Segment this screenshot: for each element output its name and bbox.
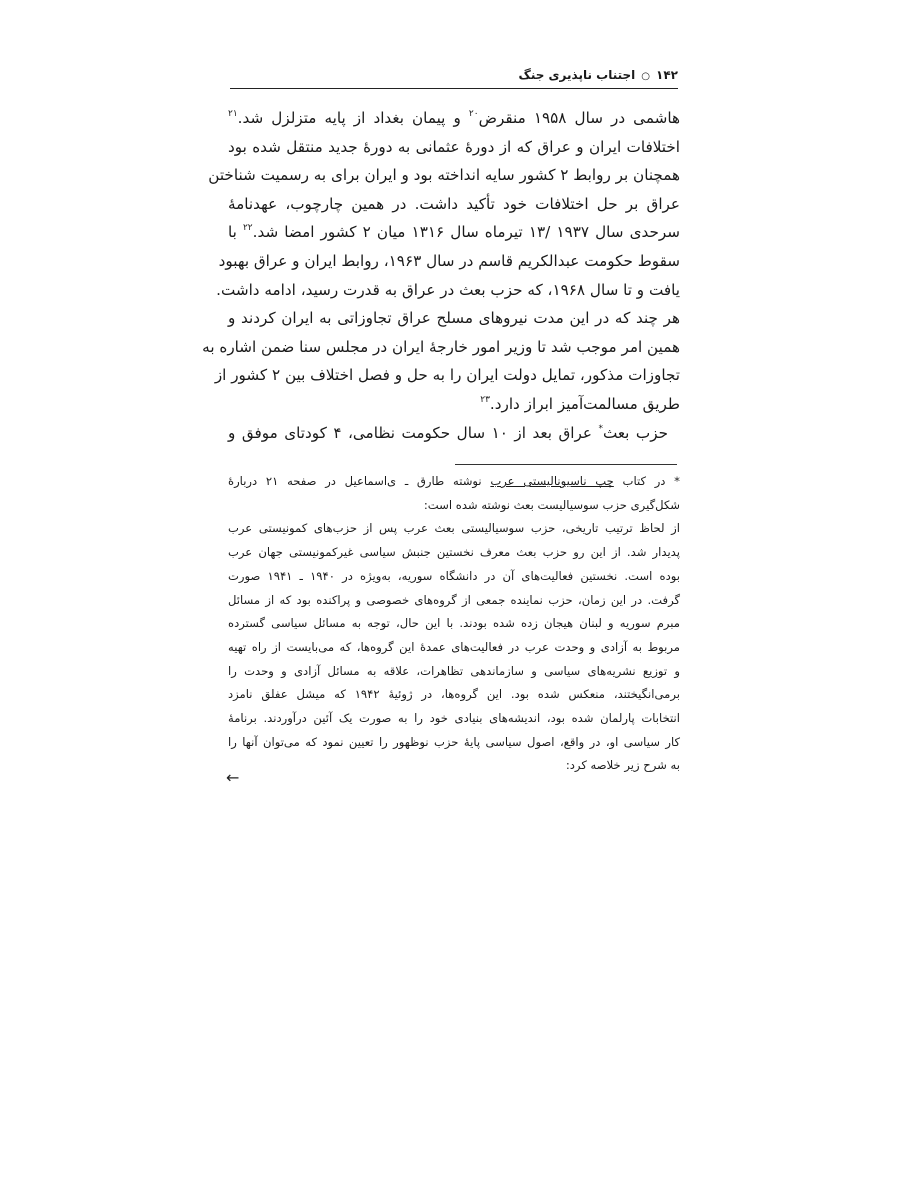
- note-ref-23: ۲۳: [480, 394, 490, 405]
- body-line-6: سقوط حکومت عبدالکریم قاسم در سال ۱۹۶۳، روابط ایران و عراق بهبود: [218, 251, 680, 270]
- main-text: [202, 104, 680, 447]
- note-ref-20: ۲۰: [468, 109, 479, 119]
- footnote: [228, 470, 680, 778]
- running-header: [230, 66, 678, 89]
- footnote-line-9: و توزیع نشریه‌های سیاسی و سازماندهی تظاهرات، علاقه به مسائل آزادی و وحدت را: [228, 663, 680, 678]
- running-title: اجتناب ناپذیری جنگ: [518, 68, 636, 82]
- footnote-ref-star: *: [598, 423, 603, 434]
- footnote-divider: [455, 464, 677, 465]
- continue-arrow-icon: ←: [226, 768, 240, 787]
- footnote-line-2: شکل‌گیری حزب سوسیالیست بعث نوشته شده است:: [423, 497, 680, 512]
- footnote-line-5: بوده است. نخستین فعالیت‌های آن در دانشگاه سوریه، به‌ویژه در ۱۹۴۰ ـ ۱۹۴۱ صورت: [228, 568, 680, 583]
- body-line-11: طریق مسالمت‌آمیز ابراز دارد.$^{۲۳}$: [480, 394, 680, 413]
- body-line-2: اختلافات ایران و عراق که از دورۀ عثمانی به دورۀ جدید منتقل شده بود: [228, 137, 680, 156]
- note-ref-22: ۲۲: [242, 223, 253, 234]
- body-line-12: حزب بعث* عراق بعد از ۱۰ سال حکومت نظامی، ۴ کودتای موفق و: [228, 423, 668, 442]
- body-line-4: عراق بر حل اختلافات خود تأکید داشت. در همین چارچوب، عهدنامۀ: [228, 194, 680, 213]
- body-line-8: هر چند که در این مدت نیروهای مسلح عراق تجاوزاتی به ایران کردند و: [228, 309, 680, 328]
- body-line-10: تجاوزات مذکور، تمایل دولت ایران را به حل و فصل اختلاف بین ۲ کشور از: [214, 366, 680, 385]
- footnote-line-8: مربوط به آزادی و وحدت عرب در فعالیت‌های عمدۀ این گروه‌ها، که می‌بایست از راه تهیه: [228, 639, 680, 654]
- footnote-line-10: برمی‌انگیختند، منعکس شده بود. این گروه‌ها، در ژوئیۀ ۱۹۴۲ که میشل عفلق نامزد: [228, 687, 680, 702]
- body-line-5: سرحدی سال ۱۹۳۷ /۱۳ تیرماه سال ۱۳۱۶ میان ۲ کشور امضا شد.$^{۲۲}$ با: [228, 223, 680, 242]
- header-separator-icon: ○: [641, 71, 651, 82]
- footnote-line-1: * در کتاب چپ ناسیونالیستی عرب نوشته طارق ـ ی‌اسماعیل در صفحه ۲۱ دربارۀ: [228, 474, 680, 488]
- footnote-line-6: گرفت. در این زمان، حزب نماینده جمعی از گروه‌های خصوصی و پراکنده بود که از مسائل: [228, 592, 680, 607]
- footnote-line-11: انتخابات پارلمان شده بود، اندیشه‌های بنیادی خود را به صورت یک آئین درآوردند. برنامۀ: [228, 711, 680, 726]
- body-line-7: یافت و تا سال ۱۹۶۸، که حزب بعث در عراق به قدرت رسید، ادامه داشت.: [216, 280, 680, 299]
- body-line-9: همین امر موجب شد تا وزیر امور خارجۀ ایران در مجلس سنا ضمن اشاره به: [202, 337, 680, 356]
- body-line-1: هاشمی در سال ۱۹۵۸ منقرض$^{۲۰}$ و پیمان بغداد از پایه متزلزل شد.$^{۲۱}$: [228, 109, 680, 127]
- footnote-line-4: پدیدار شد. از این رو حزب بعث معرف نخستین جنبش سیاسی غیرکمونیستی جهان عرب: [228, 545, 680, 560]
- footnote-line-12: کار سیاسی او، در واقع، اصول سیاسی پایۀ حزب نوظهور را تعیین نمود که می‌توان آنها را: [228, 734, 680, 749]
- body-line-3: همچنان بر روابط ۲ کشور سایه انداخته بود و ایران برای به رسمیت شناختن: [208, 166, 680, 185]
- footnote-line-7: مبرم سوریه و لبنان هیجان زده شده بودند. با این حال، توجه به مسائل سیاسی گسترده: [228, 616, 680, 631]
- note-ref-21: ۲۱: [228, 109, 238, 119]
- footnote-line-3: از لحاظ ترتیب تاریخی، حزب سوسیالیستی بعث عرب پس از حزب‌های کمونیستی عرب: [228, 521, 680, 536]
- footnote-book-title: چپ ناسیونالیستی عرب: [490, 474, 614, 488]
- footnote-line-13: به شرح زیر خلاصه کرد:: [565, 758, 680, 773]
- page-number: ۱۴۲: [656, 68, 678, 82]
